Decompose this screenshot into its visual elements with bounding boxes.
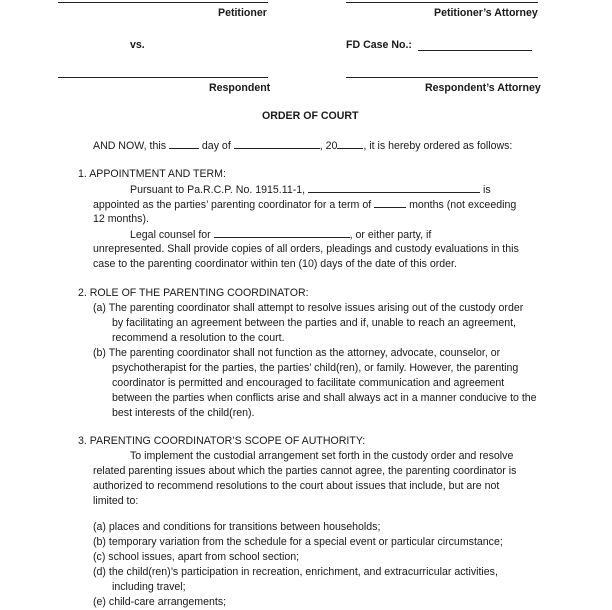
section-2-a-line-2: by facilitating an agreement between the parties and if, unable to reach an agreement,	[112, 317, 517, 329]
section-1-line-5: unrepresented. Shall provide copies of all orders, pleadings and custody evaluations in this	[93, 243, 519, 255]
section-1-line-6: case to the parenting coordinator within ten (10) days of the date of this order.	[93, 258, 457, 270]
section-2-b-line-3: coordinator is permitted and encouraged to facilitate communication and agreement	[112, 377, 505, 389]
section-3-line-3: authorized to recommend resolutions to the court about issues that include, but are not	[93, 480, 500, 492]
coordinator-name-blank	[308, 182, 480, 193]
intro-text-b: day of	[201, 140, 231, 152]
section-3-heading: 3. PARENTING COORDINATOR’S SCOPE OF AUTHORITY:	[78, 435, 366, 447]
respondent-attorney-label: Respondent’s Attorney	[425, 82, 541, 94]
fd-case-no-label: FD Case No.:	[346, 39, 412, 51]
section-1-line-3: 12 months).	[93, 213, 149, 225]
list-item: (e) child-care arrangements;	[93, 596, 227, 608]
respondent-attorney-signature-line	[346, 77, 538, 78]
section-1-heading: 1. APPOINTMENT AND TERM:	[78, 168, 226, 180]
section-2-a-line-1: (a) The parenting coordinator shall attempt to resolve issues arising out of the custody order	[93, 302, 524, 314]
list-item: (d) the child(ren)’s participation in recreation, enrichment, and extracurricular activities,	[93, 566, 498, 578]
section-3-line-1: To implement the custodial arrangement set forth in the custody order and resolve	[130, 450, 514, 462]
section-1-text: Pursuant to Pa.R.C.P. No. 1915.11-1,	[130, 184, 306, 196]
intro-line	[93, 138, 512, 154]
intro-text-c: , 20	[319, 140, 338, 152]
petitioner-attorney-label: Petitioner’s Attorney	[434, 7, 538, 19]
section-1-line-2	[93, 197, 516, 213]
section-3-line-4: limited to:	[93, 495, 139, 507]
petitioner-signature-line	[58, 2, 268, 3]
section-2-a-line-3: recommend a resolution to the court.	[112, 332, 285, 344]
list-item: (b) temporary variation from the schedule for a special event or particular circumstance;	[93, 536, 503, 548]
section-1-text: months (not exceeding	[409, 199, 517, 211]
petitioner-attorney-signature-line	[346, 2, 538, 3]
section-1-line-4	[130, 227, 431, 243]
section-2-b-line-5: best interests of the child(ren).	[112, 407, 255, 419]
respondent-label: Respondent	[209, 82, 271, 94]
intro-text-d: , it is hereby ordered as follows:	[363, 140, 513, 152]
month-blank	[234, 138, 320, 149]
legal-counsel-blank	[214, 227, 350, 238]
day-blank	[169, 138, 199, 149]
list-item: (a) places and conditions for transitions between households;	[93, 521, 381, 533]
year-blank	[337, 138, 363, 149]
section-2-b-line-2: psychotherapist for the parties, the parties’ child(ren), or family. However, the parenting	[112, 362, 519, 374]
section-2-b-line-4: between the parties when conflicts arise and shall always act in a manner conducive to the	[112, 392, 537, 404]
intro-text-a: AND NOW, this	[93, 140, 166, 152]
section-2-b-line-1: (b) The parenting coordinator shall not function as the attorney, advocate, counselor, or	[93, 347, 501, 359]
list-item: (c) school issues, apart from school section;	[93, 551, 300, 563]
section-2-heading: 2. ROLE OF THE PARENTING COORDINATOR:	[78, 287, 309, 299]
term-months-blank	[374, 197, 406, 208]
section-3-line-2: related parenting issues about which the parties cannot agree, the parenting coordinator is	[93, 465, 517, 477]
section-1-text: Legal counsel for	[130, 229, 211, 241]
respondent-signature-line	[58, 77, 268, 78]
section-1-text: is	[483, 184, 491, 196]
vs-label: vs.	[130, 39, 145, 51]
fd-case-no-blank	[418, 50, 532, 51]
section-1-text: , or either party, if	[349, 229, 432, 241]
list-item: including travel;	[112, 581, 186, 593]
section-1-line-1	[130, 182, 491, 198]
page-title: ORDER OF COURT	[262, 110, 359, 122]
petitioner-label: Petitioner	[218, 7, 267, 19]
section-1-text: appointed as the parties’ parenting coordinator for a term of	[93, 199, 372, 211]
